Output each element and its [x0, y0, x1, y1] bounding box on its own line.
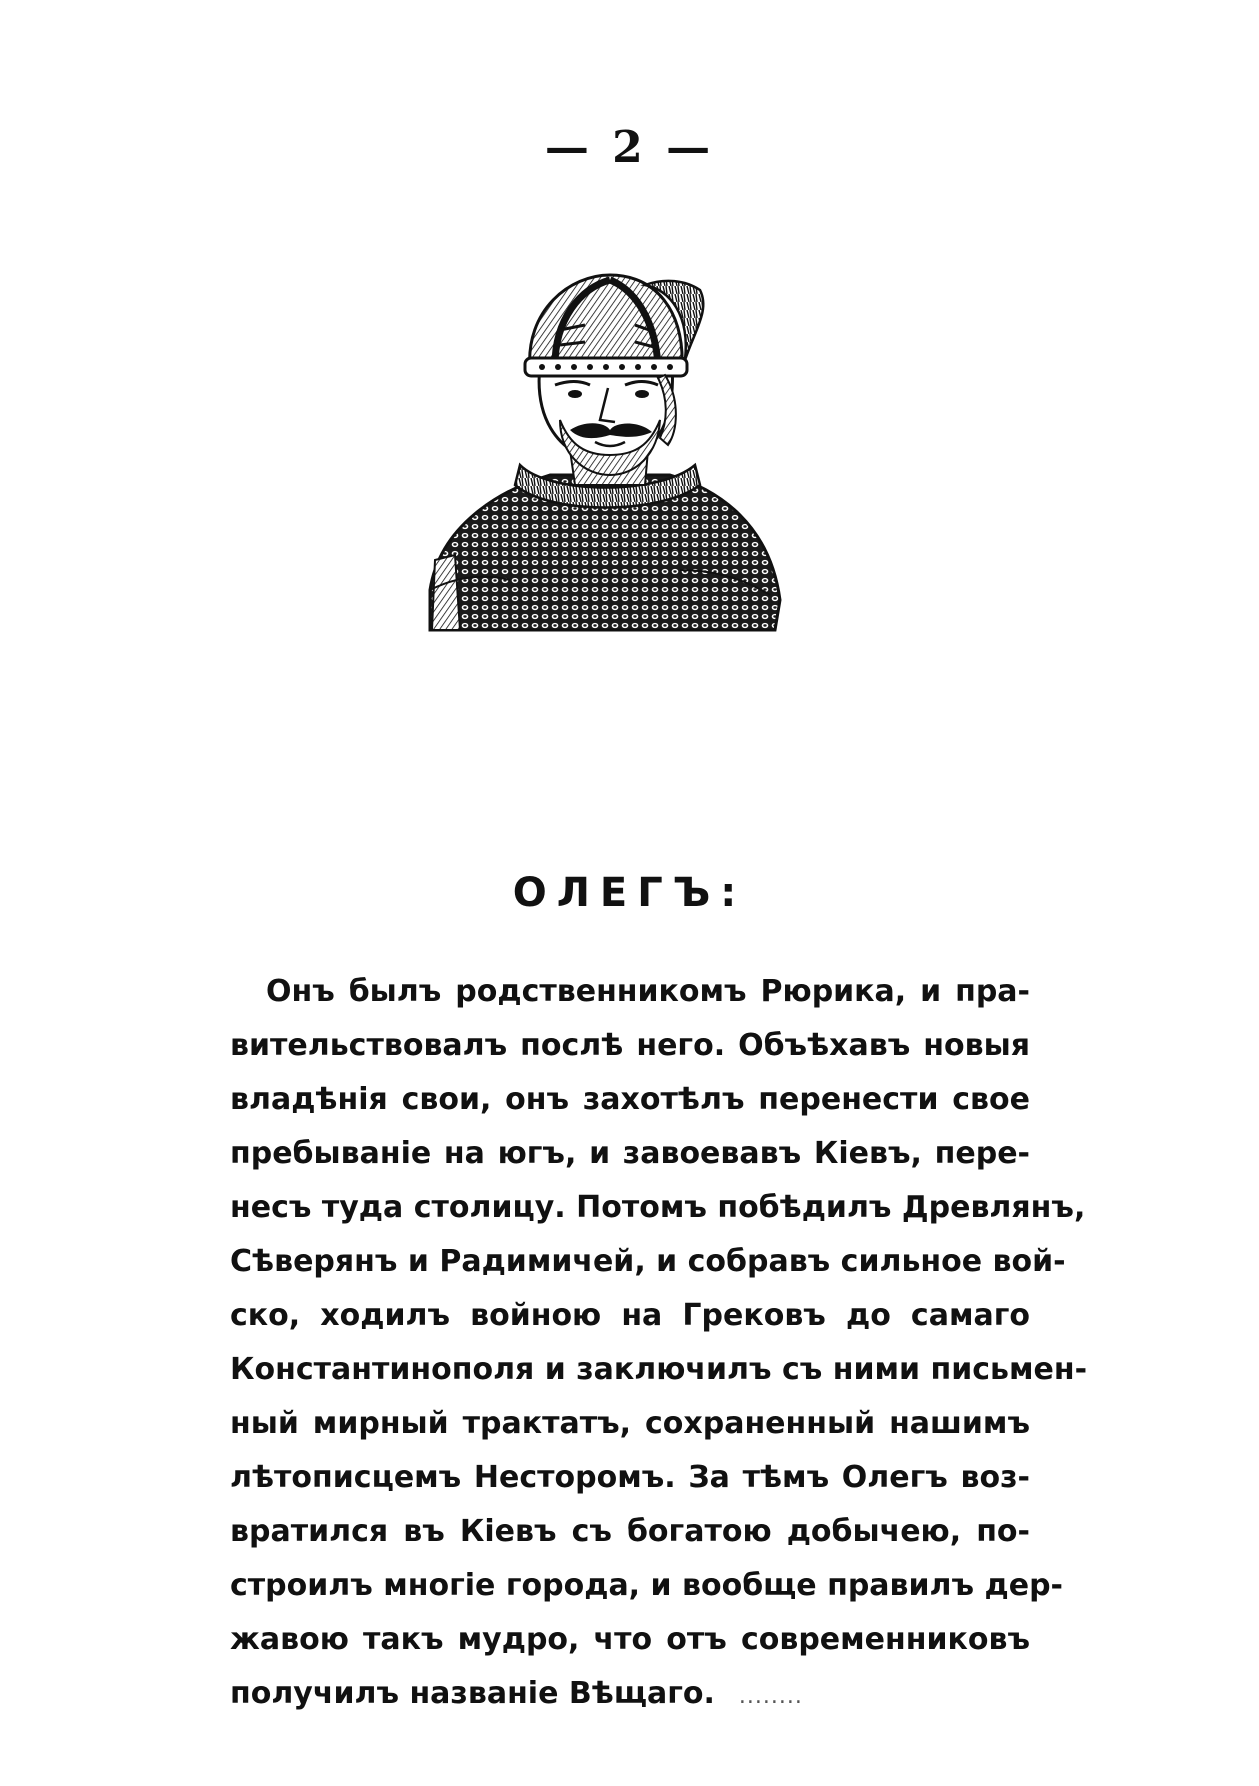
warrior-face — [539, 365, 672, 475]
chapter-body — [230, 965, 1088, 1721]
body-line-text: получилъ названіе Вѣщаго. — [230, 1676, 715, 1711]
page-number: — 2 — — [544, 122, 715, 173]
body-line: пребываніе на югъ, и завоевавъ Кіевъ, пере- — [230, 1136, 1030, 1171]
body-line-last — [230, 1667, 1030, 1721]
chapter-title: ОЛЕГЪ: — [512, 870, 747, 916]
body-line: несъ туда столицу. Потомъ побѣдилъ Древлянъ, — [230, 1190, 1086, 1225]
warrior-portrait-illustration — [410, 270, 800, 710]
body-line: лѣтописцемъ Несторомъ. За тѣмъ Олегъ воз- — [230, 1460, 1030, 1495]
trailing-mark: ........ — [738, 1684, 803, 1709]
body-line: ско, ходилъ войною на Грековъ до самаго — [230, 1298, 1030, 1333]
body-line: Сѣверянъ и Радимичей, и собравъ сильное вой- — [230, 1244, 1066, 1279]
body-line: Онъ былъ родственникомъ Рюрика, и пра- — [266, 974, 1030, 1009]
body-line: вительствовалъ послѣ него. Объѣхавъ новыя — [230, 1028, 1030, 1063]
body-line: жавою такъ мудро, что отъ современниковъ — [230, 1622, 1030, 1657]
body-line: строилъ многіе города, и вообще правилъ дер- — [230, 1568, 1064, 1603]
body-line: владѣнія свои, онъ захотѣлъ перенести свое — [230, 1082, 1030, 1117]
body-line: ный мирный трактатъ, сохраненный нашимъ — [230, 1406, 1030, 1441]
body-line: вратился въ Кіевъ съ богатою добычею, по- — [230, 1514, 1030, 1549]
body-line: Константинополя и заключилъ съ ними письмен- — [230, 1352, 1088, 1387]
